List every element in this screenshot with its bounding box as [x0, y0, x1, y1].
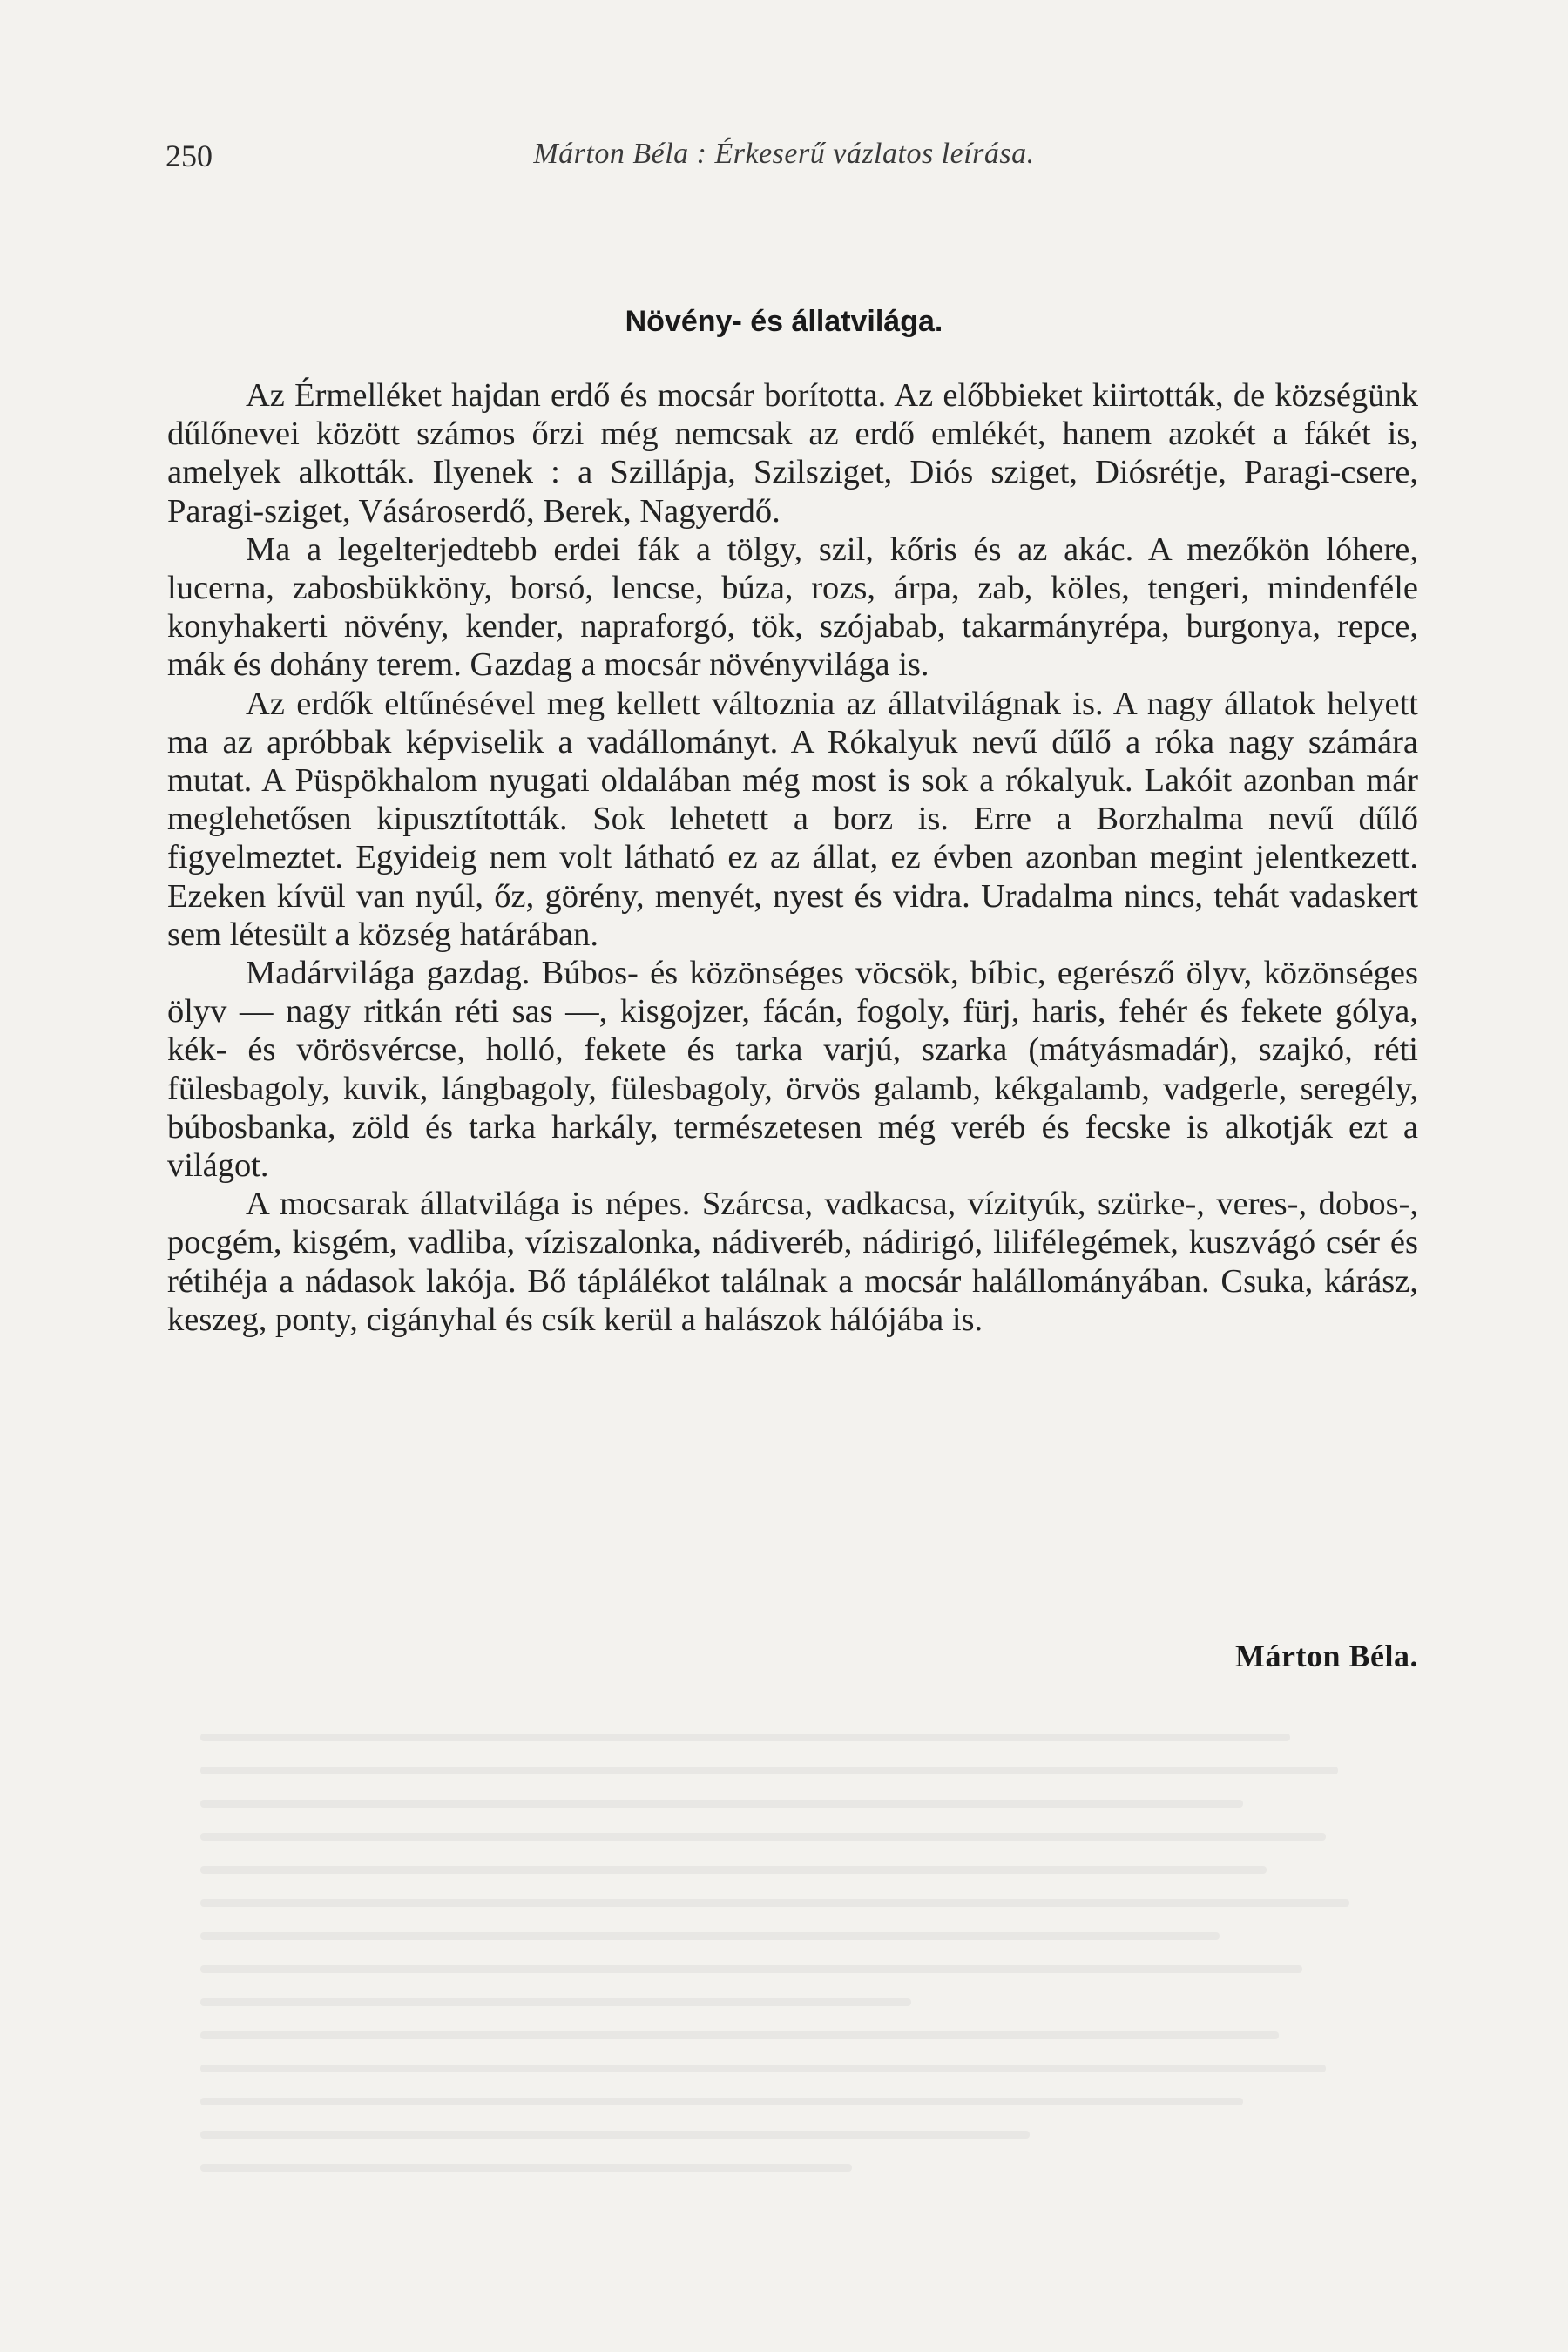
- paragraph: Madárvilága gazdag. Búbos- és közönséges vöcsök, bíbic, egerésző ölyv, közönséges ölyv — nagy ritkán réti sas —, kisgojzer, fácán, fogoly, fürj, haris, fehér és fekete gólya, kék- és vörösvércse, holló, fekete és tarka varjú, szarka (mátyásmadár), szajkó, réti fülesbagoly, kuvik, lángbagoly, fülesbagoly, örvös galamb, kékgalamb, vadgerle, seregély, búbosbanka, zöld és tarka harkály, természetesen még veréb és fecske is alkotják ezt a világot.: [167, 955, 1418, 1185]
- paragraph: Ma a legelterjedtebb erdei fák a tölgy, szil, kőris és az akác. A mezőkön lóhere, lucerna, zabosbükköny, borsó, lencse, búza, rozs, árpa, zab, köles, tengeri, mindenféle konyhakerti növény, kender, napraforgó, tök, szójabab, takarmányrépa, burgonya, repce, mák és dohány terem. Gazdag a mocsár növényvilága is.: [167, 531, 1418, 684]
- section-title: Növény- és állatvilága.: [625, 305, 943, 338]
- author-signature: Márton Béla.: [1235, 1639, 1418, 1673]
- page-number: 250: [166, 139, 213, 173]
- body-text: [167, 376, 1418, 1339]
- running-head: Márton Béla : Érkeserű vázlatos leírása.: [533, 138, 1035, 170]
- paragraph: A mocsarak állatvilága is népes. Szárcsa, vadkacsa, vízityúk, szürke-, veres-, dobos-, pocgém, kisgém, vadliba, víziszalonka, nádiveréb, nádirigó, lilifélegémek, kuszvágó csér és rétihéja a nádasok lakója. Bő táplálékot találnak a mocsár halállományában. Csuka, kárász, keszeg, ponty, cigányhal és csík kerül a halászok hálójába is.: [167, 1186, 1418, 1338]
- paragraph: Az erdők eltűnésével meg kellett változnia az állatvilágnak is. A nagy állatok helyett ma az apróbbak képviselik a vadállományt. A Rókalyuk nevű dűlő a róka nagy számára mutat. A Püspökhalom nyugati oldalában még most is sok a rókalyuk. Lakóit azonban már meglehetősen kipusztították. Sok lehetett a borz is. Erre a Borzhalma nevű dűlő figyelmeztet. Egyideig nem volt látható ez az állat, ez évben azonban megint jelentkezett. Ezeken kívül van nyúl, őz, görény, menyét, nyest és vidra. Uradalma nincs, tehát vadaskert sem létesült a község határában.: [167, 685, 1418, 953]
- bleed-through-texture: [200, 1734, 1385, 2221]
- page-header: [166, 138, 1402, 181]
- paragraph: Az Érmelléket hajdan erdő és mocsár borította. Az előbbieket kiirtották, de községünk dűlőnevei között számos őrzi még nemcsak az erdő emlékét, hanem azokét a fákét is, amelyek alkották. Ilyenek : a Szillápja, Szilsziget, Diós sziget, Diósrétje, Paragi-csere, Paragi-sziget, Vásároserdő, Berek, Nagyerdő.: [167, 377, 1418, 530]
